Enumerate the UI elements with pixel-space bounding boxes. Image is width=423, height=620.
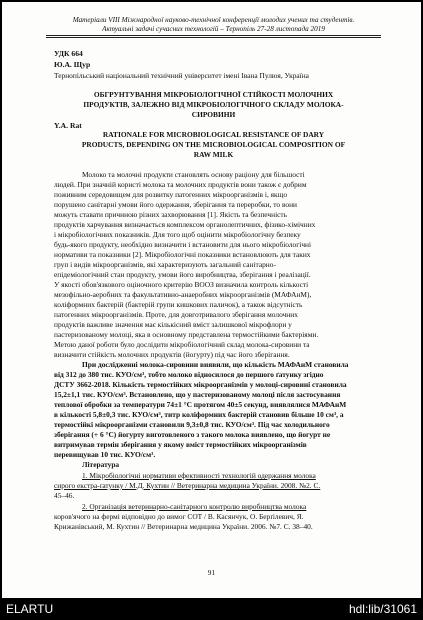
title-en-line: RATIONALE FOR MICROBIOLOGICAL RESISTANCE OF DARY: [102, 130, 325, 139]
body-line: епідеміологічний стан продукту, умови його виробництва, зберігання і реалізації.: [54, 270, 311, 279]
repository-footer-bar: [0, 598, 423, 620]
title-en-line: RAW MILK: [193, 150, 234, 159]
literature-heading: Література: [82, 460, 120, 469]
repository-name: ELARTU: [6, 602, 54, 616]
body-line: в кількості 5,8±0,3 тис. КУО/см³, титр коліформних бактерій становив більше 10 см³, а: [54, 410, 344, 419]
reference-line: 2. Організація ветеринарно-санітарного контролю виробництва молока: [82, 502, 307, 511]
reference-line: сирого екстра-ґатунку / М.Д. Кухтин // Ветеринарна медицина України. 2008. №2. С.: [54, 481, 321, 490]
body-line: патогенних мікроорганізмів. Проте, для довготривалого зберігання молочних: [54, 310, 298, 319]
body-line: теплової обробки за температури 74±1 °С протягом 40±5 секунд, виявлялися МАФАнМ: [54, 400, 347, 409]
document-page: [2, 2, 421, 598]
reference-line: 45–46.: [54, 491, 75, 500]
handle-identifier[interactable]: hdl:lib/31061: [348, 602, 417, 616]
body-line: пастеризованому молоці, яка в основному представлена термостійкими бактеріями.: [54, 330, 319, 339]
page-number: 91: [207, 568, 216, 577]
reference-line: 1. Мікробіологічні нормативи ефективності технологій одержання молока: [82, 471, 316, 480]
body-line: Молоко та молочні продукти становлять основу раціону для більшості: [82, 170, 305, 179]
body-line: продуктів важливе значення має кількісний вміст залишкової мікрофлори у: [54, 320, 292, 329]
body-line: Метою даної роботи було дослідити мікробіологічний склад молока-сировини та: [54, 340, 310, 349]
reference-line: Крижанівський, М. Кухтин // Ветеринарна медицина України. 2006. №7. С. 38–40.: [54, 522, 313, 531]
body-line: ДСТУ 3662-2018. Кількість термостійких мікроорганізмів у молоці-сировині становила: [54, 380, 347, 389]
body-line: поживним середовищем для розвитку патогенних мікроорганізмів і, якщо: [54, 190, 288, 199]
body-line: можуть ставати причиною різних захворювання [1]. Якість та безпечність: [54, 210, 287, 219]
header-rule: [46, 35, 381, 36]
body-line: мезофільно-аеробних та факультативно-анаеробних мікроорганізмів (МАФАнМ),: [54, 290, 312, 299]
body-line: будь-якого продукту, необхідно визначити і встановити для нього мікробіологічні: [54, 240, 312, 249]
body-line: У якості обов'язкового оціночного критерію ВООЗ визначила контроль кількості: [54, 280, 309, 289]
running-header-line-1: Матеріали VIII Міжнародної науково-технічної конференції молодих учених та студентів.: [72, 16, 355, 24]
body-line: визначити стійкість молочних продуктів (йогурту) під час його зберігання.: [54, 350, 290, 359]
title-ua-line: ОБГРУНТУВАННЯ МІКРОБІОЛОГІЧНОЇ СТІЙКОСТІ МОЛОЧНИХ: [93, 90, 334, 99]
body-line: і мікробіологічних показників. Для того щоб оцінити мікробіологічну безпеку: [54, 230, 301, 239]
body-line: зберігання (+ 6 °С) йогурту виготовленого з такого молока виявлено, що йогурт не: [54, 430, 331, 439]
title-en-line: PRODUCTS, DEPENDING ON THE MICROBIOLOGICAL COMPOSITION OF: [81, 140, 346, 149]
udk-code: УДК 664: [54, 49, 83, 58]
body-line: груп і видів мікроорганізмів, які характеризують загальний санітарно-: [54, 260, 276, 269]
body-line: витримував термін зберігання у якому вміст термостійких мікроорганізмів: [54, 440, 307, 449]
body-line: При дослідженні молока-сировини виявили, що кількість МАФАнМ становила: [82, 360, 349, 369]
running-header-line-2: Актуальні задачі сучасних технологій – Тернопіль 27-28 листопада 2019: [102, 25, 325, 33]
reference-line: коров'ячого на фермі відповідно до вимог СОТ / В. Касянчук, О. Берґілевич, Я.: [54, 512, 304, 521]
affiliation: Тернопільський національний технічний університет імені Івана Пулюя, Україна: [54, 71, 309, 80]
body-line: людей. При значній користі молока та молочних продуктів вони також є добрим: [54, 180, 307, 189]
body-line: від 312 до 380 тис. КУО/см³, тобто молоко відносилося до першого ґатунку згідно: [54, 370, 324, 379]
body-line: коліформних бактерій (бактерій групи кишкових паличок), а також відсутність: [54, 300, 303, 309]
body-line: термостійкі мікроорганізми становили 9,3±0,8 тис. КУО/см³. Під час холодильного: [54, 420, 330, 429]
body-line: продуктів харчування визначається комплексом органолептичних, фізико-хімічних: [54, 220, 316, 229]
header-rule: [46, 37, 381, 38]
author-ua: Ю.А. Щур: [54, 60, 91, 69]
author-en: Y.A. Rat: [54, 121, 82, 130]
body-line: порушено санітарні умови його одержання, зберігання та переробки, то вони: [54, 200, 297, 209]
title-ua-line: СИРОВИНИ: [191, 110, 236, 119]
body-line: нормативи та показники [2]. Мікробіологічні показники встановлюють для таких: [54, 250, 311, 259]
title-ua-line: ПРОДУКТІВ, ЗАЛЕЖНО ВІД МІКРОБІОЛОГІЧНОГО СКЛАДУ МОЛОКА-: [83, 100, 344, 109]
body-line: перевищував 10 тис. КУО/см³.: [54, 450, 156, 459]
body-line: 15,2±1,1 тис. КУО/см³. Встановлено, що у пастеризованому молоці після застосування: [54, 390, 341, 399]
